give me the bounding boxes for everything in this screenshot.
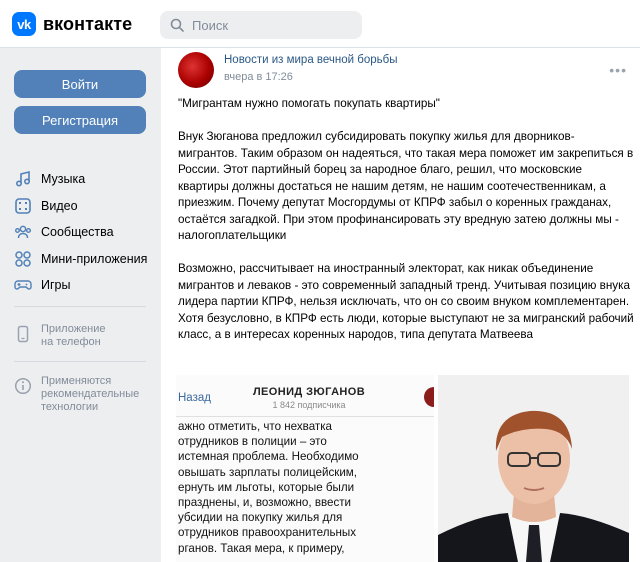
sidebar-item-label: Музыка — [41, 172, 86, 187]
more-options-icon[interactable]: ••• — [609, 62, 627, 78]
login-button[interactable]: Войти — [14, 70, 146, 98]
back-link: Назад — [178, 392, 211, 404]
screenshot-divider — [176, 416, 434, 417]
post-paragraph: Возможно, рассчитывает на иностранный электорат, как никак объединение мигрантов и левaков - это современный западный тренд. Учитывая позицию внука лидера партии КПРФ, нельзя исключать, что он со своим внуком комплементарен. Хотя безусловно, в КПРФ есть люди, которые выступают не за мигранский рабочий класс, а в интересах коренных народов, типа депутата Матвеева — [178, 262, 634, 341]
search-placeholder: Поиск — [192, 17, 229, 33]
vk-logo[interactable] — [12, 12, 132, 36]
post-time[interactable]: вчера в 17:26 — [224, 71, 293, 83]
sidebar-item-label: Игры — [41, 278, 71, 293]
games-icon — [14, 276, 32, 294]
vk-logo-icon: vk — [12, 12, 36, 36]
subscriber-count: 1 842 подписчика — [272, 400, 346, 410]
mini-apps-icon — [14, 250, 32, 268]
sidebar-item-label: Сообщества — [41, 225, 114, 240]
post-text — [178, 96, 634, 360]
sidebar-app-link[interactable] — [14, 323, 154, 349]
channel-avatar — [424, 387, 434, 407]
search-icon — [170, 18, 184, 32]
logo-text: вконтакте — [43, 13, 133, 34]
communities-icon — [14, 223, 32, 241]
sidebar-divider — [14, 361, 146, 362]
search-input[interactable] — [160, 11, 362, 39]
sidebar-divider — [14, 306, 146, 307]
info-icon — [14, 377, 32, 395]
post-author-link[interactable]: Новости из мира вечной борьбы — [224, 54, 398, 66]
tech-label: Применяются рекомендательные технологии — [41, 375, 140, 413]
sidebar-item-label: Видео — [41, 198, 78, 213]
app-label: Приложение на телефон — [41, 323, 106, 348]
sidebar-nav — [14, 166, 154, 299]
top-header — [0, 0, 640, 48]
post-paragraph: "Мигрантам нужно помогать покупать квартиры" — [178, 97, 440, 110]
post-paragraph: Внук Зюганова предложил субсидировать покупку жилья для дворников-мигрантов. Таким образом он надеяться, что такая мера поможет им закрепиться в России. Этот партийный борец за народное благо, решил, что московские квартиры должны достаться не нашим детям, не нашим соотечественникам, а приезжим. Почему депутат Мосгордумы от КПРФ забыл о коренных гражданах, остаётся загадкой. При этом профинансировать эту вредную затею должны мы - налогоплательщики — [178, 130, 634, 242]
sidebar-item-music[interactable] — [14, 166, 154, 193]
portrait-image — [438, 375, 629, 562]
channel-name: ЛЕОНИД ЗЮГАНОВ — [252, 386, 366, 398]
sidebar-item-label: Мини-приложения — [41, 251, 148, 266]
phone-icon — [14, 325, 32, 343]
sidebar-item-games[interactable] — [14, 272, 154, 299]
sidebar-item-communities[interactable] — [14, 219, 154, 246]
post-card — [161, 48, 640, 562]
attached-photo[interactable] — [438, 375, 629, 562]
sidebar-item-mini-apps[interactable] — [14, 246, 154, 273]
video-icon — [14, 197, 32, 215]
music-icon — [14, 170, 32, 188]
attached-screenshot[interactable] — [176, 375, 434, 562]
screenshot-message: ажно отметить, что нехватка отрудников в полиции – это истемная проблема. Необходимо овышать зарплаты полицейским, ернуть им льготы, которые были празднены, и, возможно, ввести убсидии на покупку жилья для отрудников правоохранительных рганов. Такая мера, к примеру, — [178, 420, 359, 555]
sidebar-item-video[interactable] — [14, 193, 154, 220]
register-button[interactable]: Регистрация — [14, 106, 146, 134]
left-sidebar — [0, 48, 160, 562]
sidebar-tech-link[interactable] — [14, 375, 154, 414]
community-avatar[interactable] — [178, 52, 214, 88]
